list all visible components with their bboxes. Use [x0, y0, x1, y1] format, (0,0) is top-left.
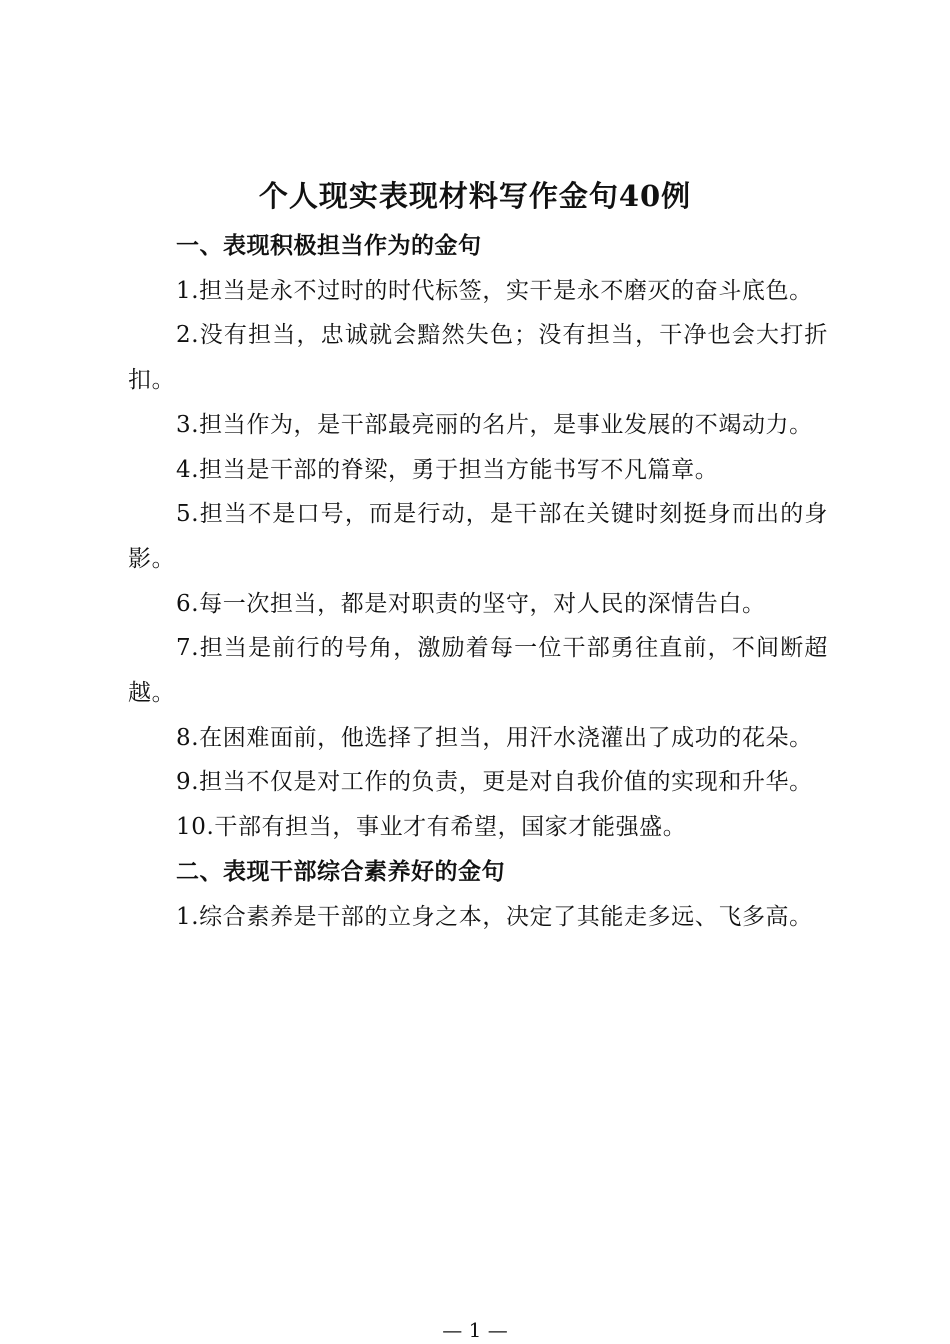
- list-item: 10.干部有担当，事业才有希望，国家才能强盛。: [176, 814, 687, 841]
- list-item: 1.综合素养是干部的立身之本，决定了其能走多远、飞多高。: [176, 903, 813, 930]
- list-item: 8.在困难面前，他选择了担当，用汗水浇灌出了成功的花朵。: [176, 724, 813, 751]
- document-title: 个人现实表现材料写作金句40例: [258, 179, 692, 213]
- page-number: — 1 —: [442, 1318, 508, 1342]
- list-item: 9.担当不仅是对工作的负责，更是对自我价值的实现和升华。: [176, 769, 813, 796]
- list-item: 5.担当不是口号，而是行动，是干部在关键时刻挺身而出的身影。: [128, 501, 828, 572]
- section-heading-1: 一、表现积极担当作为的金句: [176, 233, 482, 259]
- list-item: 3.担当作为，是干部最亮丽的名片，是事业发展的不竭动力。: [176, 411, 813, 438]
- list-item: 2.没有担当，忠诚就会黯然失色；没有担当，干净也会大打折扣。: [128, 322, 828, 394]
- list-item: 1.担当是永不过时的时代标签，实干是永不磨灭的奋斗底色。: [176, 277, 813, 304]
- list-item: 4.担当是干部的脊梁，勇于担当方能书写不凡篇章。: [176, 456, 719, 483]
- section-heading-2: 二、表现干部综合素养好的金句: [176, 858, 505, 885]
- document-body: [128, 224, 828, 939]
- list-item: 7.担当是前行的号角，激励着每一位干部勇往直前，不间断超越。: [128, 635, 828, 707]
- list-item: 6.每一次担当，都是对职责的坚守，对人民的深情告白。: [176, 590, 766, 617]
